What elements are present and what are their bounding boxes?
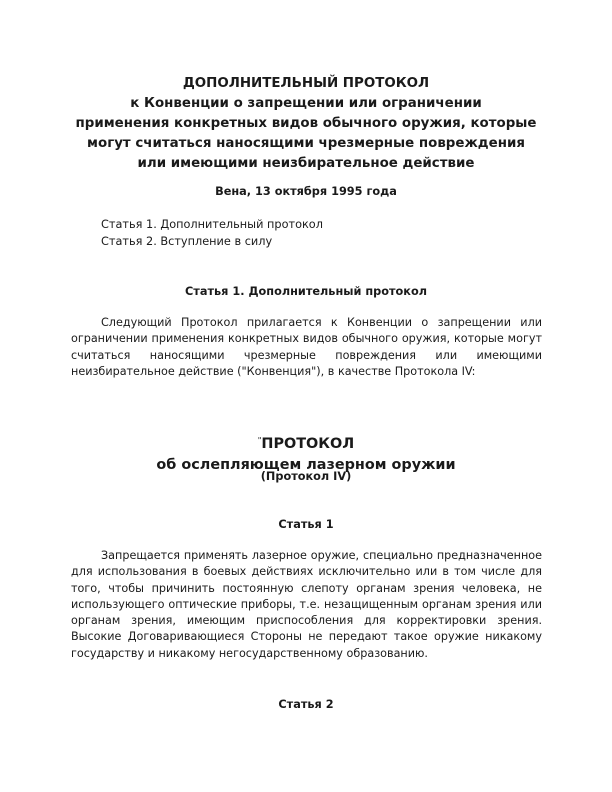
document-date: Вена, 13 октября 1995 года <box>215 185 397 198</box>
protocol-number: (Протокол IV) <box>260 470 352 483</box>
title-line: применения конкретных видов обычного оружия, которые <box>75 116 537 131</box>
protocol-title-text: ПРОТОКОЛ <box>261 436 355 452</box>
protocol-article-1-heading: Статья 1 <box>278 518 334 531</box>
article-1-text: Следующий Протокол прилагается к Конвенции о запрещении или ограничении применения конкретных видов обычного оружия, которые могут считаться наносящими чрезмерные повреждения или имеющими неизбирательное действие ("Конвенция"), в качестве Протокола IV: <box>71 316 542 378</box>
title-line: к Конвенции о запрещении или ограничении <box>130 96 482 111</box>
protocol-article-1-text: Запрещается применять лазерное оружие, специально предназначенное для использования в боевых действиях исключительно или в том числе для того, чтобы причинить постоянную слепоту органам зрения человека, не использующего оптические приборы, т.е. незащищенным органам зрения или органам зрения, имеющим приспособления для корректировки зрения. Высокие Договаривающиеся Стороны не передают такое оружие никакому государству и никакому негосударственному образованию. <box>71 549 542 660</box>
article-1-heading: Статья 1. Дополнительный протокол <box>185 285 427 298</box>
toc-item: Статья 1. Дополнительный протокол <box>101 218 323 231</box>
protocol-subtitle: об ослепляющем лазерном оружии <box>156 457 456 473</box>
title-line: могут считаться наносящими чрезмерные повреждения <box>87 136 525 151</box>
document-title <box>60 74 552 174</box>
title-line: или имеющими неизбирательное действие <box>137 156 475 171</box>
title-line: ДОПОЛНИТЕЛЬНЫЙ ПРОТОКОЛ <box>182 76 430 91</box>
protocol-article-2-heading: Статья 2 <box>278 698 334 711</box>
toc-item: Статья 2. Вступление в силу <box>101 235 273 248</box>
protocol-quote-mark: " <box>257 436 262 445</box>
table-of-contents <box>101 216 323 250</box>
